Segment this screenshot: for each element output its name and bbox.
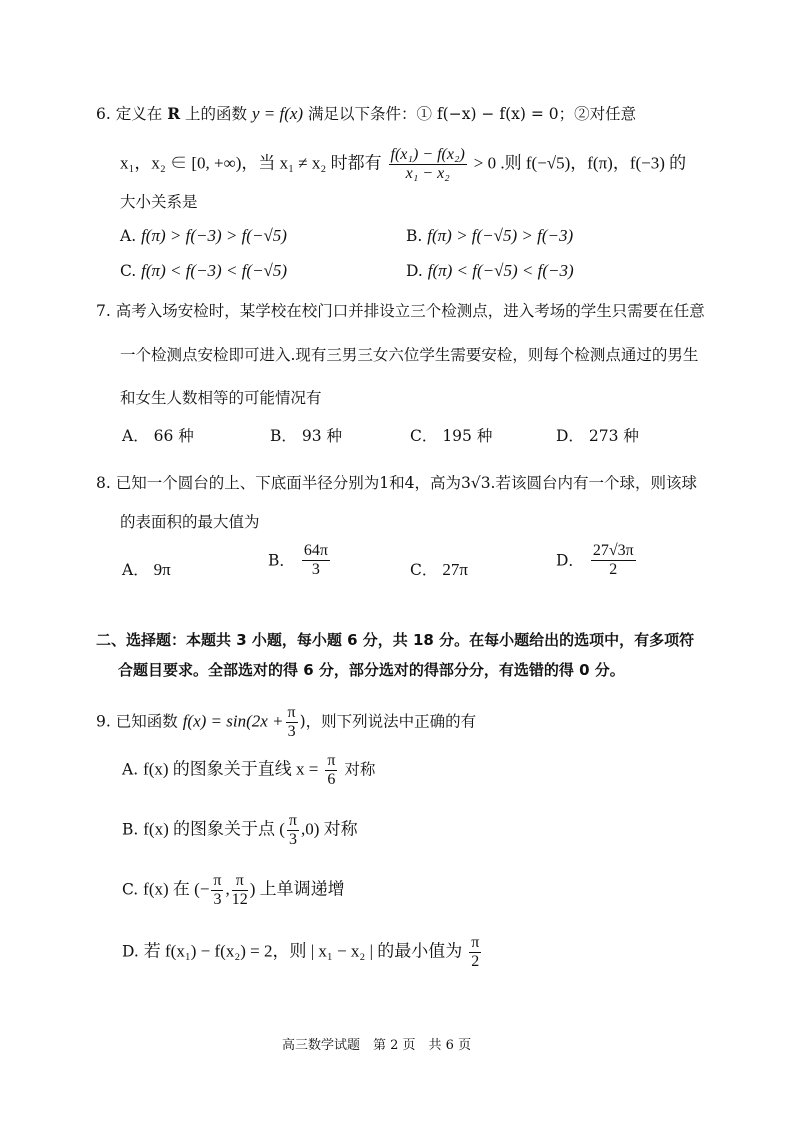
q7-number: 7. — [96, 302, 111, 320]
q9-stem: 9. 已知函数 f(x) = sin(2x + $\frac{\pi}{3}$ )，则下列说法中正确的有 — [96, 704, 477, 740]
q9-option-b: B. f(x) 的图象关于点 ( $\frac{\pi}{3}$ ,0) 对称 — [122, 812, 358, 848]
section2-heading-line1: 二、选择题：本题共 3 小题，每小题 6 分，共 18 分。在每小题给出的选项中，有多项符 — [96, 631, 695, 649]
q6-number: 6. — [96, 105, 111, 123]
q8-option-a: A． 9π — [122, 560, 171, 579]
q7-line2: 一个检测点安检即可进入.现有三男三女六位学生需要安检，则每个检测点通过的男生 — [120, 346, 699, 364]
q8-option-d: D． $\frac{27√3\pi}{2}$ — [556, 542, 634, 578]
q6-fraction: $\frac{\text{f(x₁) − f(x₂)}}{\text{x₁ − x₂}}$ — [390, 146, 465, 182]
q9-number: 9. — [96, 712, 111, 731]
q8-number: 8. — [96, 474, 111, 492]
q8-option-b: B． $\frac{64\pi}{3}$ — [268, 542, 328, 578]
q8-option-c: C． 27π — [410, 560, 468, 579]
page-footer: 高三数学试题 第 2 页 共 6 页 — [282, 1038, 472, 1053]
q7-option-d: D． 273 种 — [556, 427, 639, 445]
q6-option-a: A. f(π) > f(−3) > f(−√5) — [120, 226, 287, 245]
q7-option-b: B． 93 种 — [270, 427, 342, 445]
q9-option-a: A. f(x) 的图象关于直线 x = $\frac{\pi}{6}$ 对称 — [122, 752, 376, 788]
q7-line1: 7. 高考入场安检时，某学校在校门口并排设立三个检测点，进入考场的学生只需要在任意 — [96, 302, 705, 320]
q9-option-c: C. f(x) 在 (− $\frac{\pi}{3}$ , $\frac{\pi}{12}$ ) 上单调递增 — [122, 872, 345, 908]
q8-line1: 8. 已知一个圆台的上、下底面半径分别为1和4，高为3√3.若该圆台内有一个球，则该球 — [96, 474, 697, 492]
q8-line2: 的表面积的最大值为 — [120, 513, 260, 531]
q6-line3: 大小关系是 — [120, 193, 198, 211]
q6-option-d: D. f(π) < f(−√5) < f(−3) — [406, 261, 574, 280]
q6-line2: x₁，x₂ ∈ [0, +∞)，当 x₁ ≠ x₂ 时都有 $\frac{\text{f(x₁) − f(x₂)}}{\text{x₁ − x₂}}$ > 0 .则 f(−√5)，f(π)，f(−3) 的 — [120, 146, 687, 182]
q9-option-d: D. 若 f(x₁) − f(x₂) = 2，则 | x₁ − x₂ | 的最小值为 $\frac{\pi}{2}$ — [122, 934, 480, 970]
q7-option-c: C． 195 种 — [410, 427, 493, 445]
q7-line3: 和女生人数相等的可能情况有 — [120, 389, 322, 407]
q7-option-a: A． 66 种 — [122, 427, 194, 445]
q6-option-b: B. f(π) > f(−√5) > f(−3) — [406, 226, 574, 245]
q6-option-c: C. f(π) < f(−3) < f(−√5) — [120, 261, 288, 280]
q6-line1: 6. 定义在 R 上的函数 y = f(x) 满足以下条件：① f(−x) − f(x) = 0；②对任意 — [96, 104, 637, 123]
section2-heading-line2: 合题目要求。全部选对的得 6 分，部分选对的得部分分，有选错的得 0 分。 — [118, 661, 625, 679]
